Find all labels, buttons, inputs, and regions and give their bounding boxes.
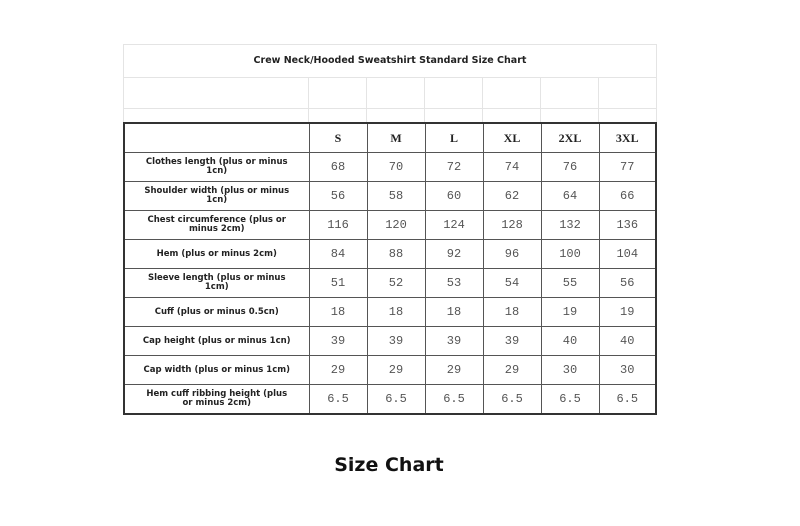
measurement-cell: 54 (483, 269, 541, 298)
header-row (124, 123, 656, 153)
table-row (124, 269, 656, 298)
measurement-cell: 62 (483, 182, 541, 211)
measurement-cell: 40 (541, 327, 599, 356)
measurement-cell: 68 (309, 153, 367, 182)
measurement-cell: 104 (599, 240, 656, 269)
measurement-cell: 76 (541, 153, 599, 182)
table-row (124, 385, 656, 415)
measurement-cell: 39 (483, 327, 541, 356)
measurement-cell: 56 (309, 182, 367, 211)
size-header: 2XL (541, 123, 599, 153)
measurement-cell: 53 (425, 269, 483, 298)
row-label: Hem cuff ribbing height (plus or minus 2cm) (124, 385, 309, 415)
row-label: Shoulder width (plus or minus 1cn) (124, 182, 309, 211)
measurement-cell: 30 (599, 356, 656, 385)
size-header: XL (483, 123, 541, 153)
measurement-cell: 6.5 (309, 385, 367, 415)
size-header: 3XL (599, 123, 656, 153)
measurement-cell: 51 (309, 269, 367, 298)
measurement-cell: 6.5 (367, 385, 425, 415)
measurement-cell: 6.5 (483, 385, 541, 415)
row-label: Cuff (plus or minus 0.5cn) (124, 298, 309, 327)
measurement-cell: 74 (483, 153, 541, 182)
measurement-cell: 55 (541, 269, 599, 298)
measurement-cell: 19 (599, 298, 656, 327)
measurement-cell: 116 (309, 211, 367, 240)
size-header: M (367, 123, 425, 153)
measurement-cell: 128 (483, 211, 541, 240)
measurement-cell: 29 (309, 356, 367, 385)
row-label: Cap width (plus or minus 1cm) (124, 356, 309, 385)
measurement-cell: 92 (425, 240, 483, 269)
measurement-cell: 30 (541, 356, 599, 385)
table-row (124, 298, 656, 327)
measurement-cell: 29 (483, 356, 541, 385)
measurement-cell: 6.5 (541, 385, 599, 415)
measurement-cell: 88 (367, 240, 425, 269)
table-row (124, 356, 656, 385)
measurement-cell: 136 (599, 211, 656, 240)
measurement-cell: 72 (425, 153, 483, 182)
measurement-cell: 40 (599, 327, 656, 356)
row-label: Sleeve length (plus or minus 1cm) (124, 269, 309, 298)
grid-line (366, 77, 367, 122)
size-header: S (309, 123, 367, 153)
measurement-cell: 6.5 (599, 385, 656, 415)
size-header: L (425, 123, 483, 153)
measurement-cell: 120 (367, 211, 425, 240)
caption: Size Chart (334, 454, 444, 476)
measurement-cell: 60 (425, 182, 483, 211)
measurement-cell: 39 (425, 327, 483, 356)
table-row (124, 327, 656, 356)
grid-line (308, 77, 309, 122)
measurement-cell: 56 (599, 269, 656, 298)
measurement-cell: 18 (309, 298, 367, 327)
row-label: Clothes length (plus or minus 1cn) (124, 153, 309, 182)
measurement-cell: 18 (483, 298, 541, 327)
measurement-cell: 58 (367, 182, 425, 211)
table-row (124, 182, 656, 211)
measurement-cell: 64 (541, 182, 599, 211)
measurement-cell: 84 (309, 240, 367, 269)
measurement-cell: 29 (367, 356, 425, 385)
row-label: Hem (plus or minus 2cm) (124, 240, 309, 269)
measurement-cell: 52 (367, 269, 425, 298)
measurement-cell: 124 (425, 211, 483, 240)
measurement-cell: 18 (367, 298, 425, 327)
measurement-cell: 132 (541, 211, 599, 240)
measurement-cell: 39 (367, 327, 425, 356)
measurement-cell: 96 (483, 240, 541, 269)
measurement-cell: 100 (541, 240, 599, 269)
measurement-cell: 39 (309, 327, 367, 356)
measurement-cell: 19 (541, 298, 599, 327)
grid-line (482, 77, 483, 122)
measurement-cell: 6.5 (425, 385, 483, 415)
measurement-cell: 77 (599, 153, 656, 182)
table-row (124, 153, 656, 182)
measurement-cell: 18 (425, 298, 483, 327)
row-label: Cap height (plus or minus 1cn) (124, 327, 309, 356)
table-row (124, 240, 656, 269)
measurement-cell: 29 (425, 356, 483, 385)
grid-line (424, 77, 425, 122)
size-table (123, 122, 657, 415)
header-blank (124, 123, 309, 153)
grid-line (598, 77, 599, 122)
table-row (124, 211, 656, 240)
measurement-cell: 66 (599, 182, 656, 211)
row-label: Chest circumference (plus or minus 2cm) (124, 211, 309, 240)
measurement-cell: 70 (367, 153, 425, 182)
grid-line (540, 77, 541, 122)
chart-title: Crew Neck/Hooded Sweatshirt Standard Size Chart (253, 55, 527, 66)
